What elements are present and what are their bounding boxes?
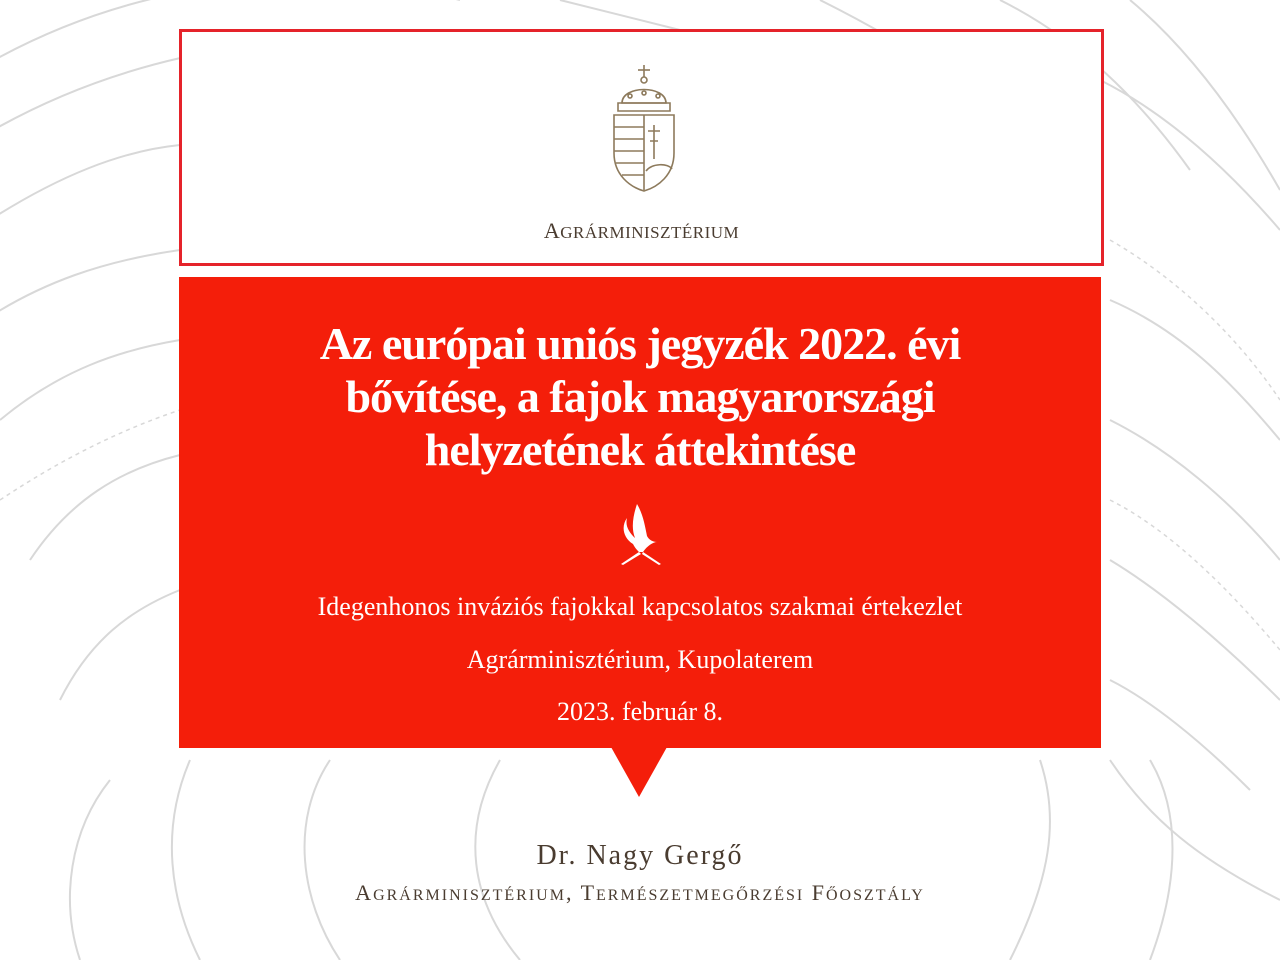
presenter-name: Dr. Nagy Gergő	[536, 840, 744, 871]
event-date: 2023. február 8.	[556, 697, 724, 726]
title-line-1: Az európai uniós jegyzék 2022. évi	[319, 318, 961, 369]
panel-pointer	[611, 747, 667, 797]
egret-bird-icon	[615, 502, 667, 568]
hungarian-coat-of-arms-icon	[608, 63, 680, 193]
title-line-2: bővítése, a fajok magyarországi	[345, 371, 935, 422]
event-venue: Agrárminisztérium, Kupolaterem	[466, 645, 814, 674]
title-panel	[179, 277, 1101, 748]
presenter-affiliation: AGRÁRMINISZTÉRIUM, TERMÉSZETMEGŐRZÉSI FŐOSZTÁLY	[355, 880, 925, 905]
ministry-header-box	[179, 29, 1104, 266]
title-line-3: helyzetének áttekintése	[424, 424, 856, 475]
event-name: Idegenhonos inváziós fajokkal kapcsolatos szakmai értekezlet	[317, 592, 963, 621]
presentation-title	[179, 317, 1101, 476]
ministry-name: AGRÁRMINISZTÉRIUM	[543, 218, 740, 243]
